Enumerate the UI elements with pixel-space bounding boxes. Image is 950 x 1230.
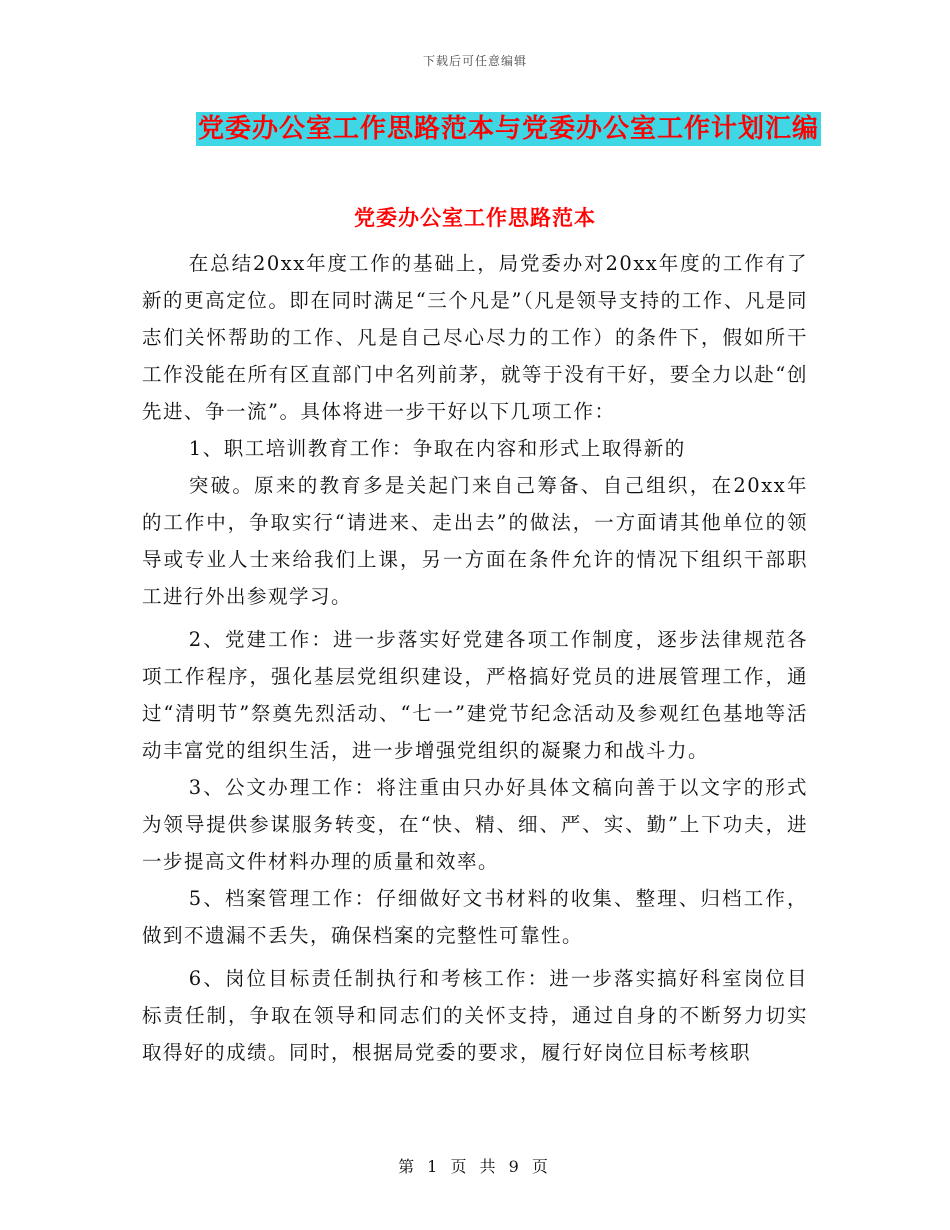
paragraph-item-3: 3、公文办理工作：将注重由只办好具体文稿向善于以文字的形式为领导提供参谋服务转变，在“快、精、细、严、实、勤”上下功夫，进一步提高文件材料办理的质量和效率。 xyxy=(142,776,808,873)
paragraph-item-1: 1、职工培训教育工作：争取在内容和形式上取得新的 xyxy=(188,437,686,460)
paragraph-intro: 在总结20xx年度工作的基础上，局党委办对20xx年度的工作有了新的更高定位。即在同时满足“三个凡是”（凡是领导支持的工作、凡是同志们关怀帮助的工作、凡是自己尽心尽力的工作）的条件下，假如所干工作没能在所有区直部门中名列前茅，就等于没有干好，要全力以赴“创先进、争一流”。具体将进一步干好以下几项工作： xyxy=(142,252,808,423)
paragraph-item-1-continued: 突破。原来的教育多是关起门来自己筹备、自己组织，在20xx年的工作中，争取实行“请进来、走出去”的做法，一方面请其他单位的领导或专业人士来给我们上课，另一方面在条件允许的情况下组织干部职工进行外出参观学习。 xyxy=(142,474,808,608)
page-number-footer: 第 1 页 共 9 页 xyxy=(398,1157,552,1176)
section-title: 党委办公室工作思路范本 xyxy=(354,205,596,230)
document-main-title: 党委办公室工作思路范本与党委办公室工作计划汇编 xyxy=(198,114,820,144)
paragraph-item-5: 5、档案管理工作：仔细做好文书材料的收集、整理、归档工作，做到不遗漏不丢失，确保档案的完整性可靠性。 xyxy=(142,887,808,947)
paragraph-item-2: 2、党建工作：进一步落实好党建各项工作制度，逐步法律规范各项工作程序，强化基层党组织建设，严格搞好党员的进展管理工作，通过“清明节”祭奠先烈活动、“七一”建党节纪念活动及参观红色基地等活动丰富党的组织生活，进一步增强党组织的凝聚力和战斗力。 xyxy=(142,628,808,762)
document-body xyxy=(142,245,808,1071)
paragraph-item-6: 6、岗位目标责任制执行和考核工作：进一步落实搞好科室岗位目标责任制，争取在领导和同志们的关怀支持，通过自身的不断努力切实取得好的成绩。同时，根据局党委的要求，履行好岗位目标考核职 xyxy=(142,967,808,1064)
header-note: 下载后可任意编辑 xyxy=(422,54,527,68)
